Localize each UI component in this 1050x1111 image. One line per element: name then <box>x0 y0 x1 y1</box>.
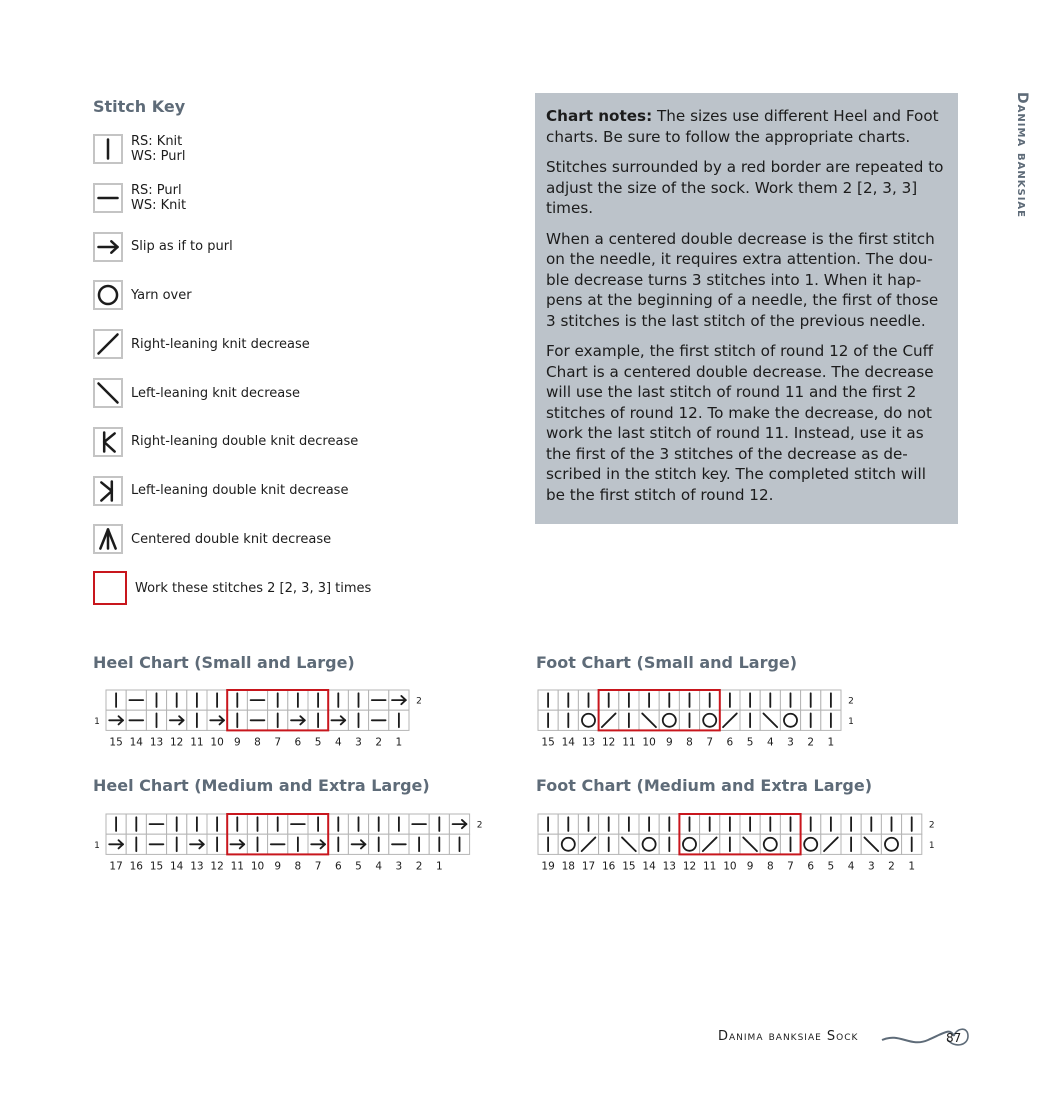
row-number: 1 <box>94 716 100 727</box>
repeat-symbol-icon <box>93 571 127 605</box>
column-number: 1 <box>395 736 403 749</box>
column-number: 7 <box>274 736 282 749</box>
stitch-key-label <box>131 239 233 254</box>
notes-paragraph-2: Stitches surrounded by a red border are repeated to adjust the size of the sock. Work them 2 [2, 3, 3] times. <box>546 158 944 217</box>
chart-svg <box>88 688 428 750</box>
column-number: 13 <box>149 736 164 749</box>
stitch-key-item <box>93 327 310 361</box>
column-number: 6 <box>334 860 342 873</box>
heel-chart-medium-xl <box>88 812 483 878</box>
stitch-key-label <box>131 386 300 401</box>
row-number: 2 <box>848 696 854 707</box>
stitch-key-label <box>135 581 371 596</box>
row-number: 2 <box>416 696 422 707</box>
column-number: 14 <box>129 736 143 749</box>
foot-chart-small-large <box>520 688 860 754</box>
column-number: 9 <box>233 736 241 749</box>
column-number: 12 <box>210 860 224 873</box>
cddec-symbol-icon <box>93 524 123 554</box>
column-number: 16 <box>602 860 616 873</box>
stitch-key-label <box>131 337 310 352</box>
stitch-key-label <box>131 483 348 498</box>
column-number: 10 <box>210 736 224 749</box>
column-number: 7 <box>706 736 714 749</box>
symbol-glyph-icon <box>95 478 121 504</box>
symbol-glyph-icon <box>95 429 121 455</box>
column-number: 14 <box>561 736 575 749</box>
knit-symbol-icon <box>93 134 123 164</box>
yo-symbol-icon <box>93 280 123 310</box>
column-number: 18 <box>561 860 575 873</box>
symbol-glyph-icon <box>95 331 121 357</box>
column-number: 3 <box>867 860 875 873</box>
chart-notes <box>535 93 958 524</box>
column-number: 11 <box>622 736 636 749</box>
column-number: 5 <box>827 860 835 873</box>
stitch-key-label-line: Yarn over <box>131 287 192 303</box>
symbol-glyph-icon <box>95 380 121 406</box>
column-number: 9 <box>274 860 282 873</box>
column-number: 17 <box>581 860 596 873</box>
column-number: 15 <box>109 736 123 749</box>
heel-chart-small-large <box>88 688 428 754</box>
notes-paragraph-1 <box>546 106 948 147</box>
stitch-key-item <box>93 181 186 215</box>
chart-title-foot-ml: Foot Chart (Medium and Extra Large) <box>536 776 873 795</box>
notes-paragraph-4: For example, the first stitch of round 12 of the Cuff Chart is a centered double decrease. The decrease will use the last stitch of round 11 and the first 2 stitches of round 12. To make the decrease, do not work the last stitch of round 11. Instead, use it as the first of the 3 stitches of the decrease as de-scribed in the stitch key. The completed stitch will be the first stitch of round 12. <box>546 342 934 504</box>
stitch-key-label-line: Centered double knit decrease <box>131 531 332 547</box>
column-number: 11 <box>190 736 204 749</box>
column-number: 7 <box>314 860 322 873</box>
stitch-key-item <box>93 278 192 312</box>
column-number: 5 <box>746 736 754 749</box>
ldec-symbol-icon <box>93 378 123 408</box>
symbol-glyph-icon <box>95 234 121 260</box>
stitch-key-item <box>93 425 358 459</box>
column-number: 8 <box>294 860 302 873</box>
column-number: 2 <box>415 860 423 873</box>
column-number: 13 <box>581 736 596 749</box>
symbol-glyph-icon <box>95 282 121 308</box>
column-number: 2 <box>888 860 895 873</box>
chart-title-foot-sl: Foot Chart (Small and Large) <box>536 653 798 672</box>
stitch-key-label <box>131 134 185 164</box>
rdec-symbol-icon <box>93 329 123 359</box>
column-number: 6 <box>807 860 815 873</box>
notes-text-1: The sizes use different Heel and Foot charts. Be sure to follow the appropriate charts. <box>546 107 939 146</box>
page-number: 87 <box>946 1031 962 1045</box>
column-number: 19 <box>541 860 555 873</box>
stitch-key-label-line: Right-leaning knit decrease <box>131 336 310 352</box>
stitch-key-label-line: WS: Knit <box>131 197 187 213</box>
stitch-key-label-line: Slip as if to purl <box>131 239 233 255</box>
column-number: 11 <box>703 860 717 873</box>
stitch-key-label <box>131 183 186 213</box>
column-number: 16 <box>129 860 143 873</box>
row-number: 1 <box>928 840 935 851</box>
column-number: 10 <box>250 860 265 873</box>
stitch-key-label-line: Work these stitches 2 [2, 3, 3] times <box>135 580 372 596</box>
notes-paragraph-3: When a centered double decrease is the first stitch on the needle, it requires extra attention. The dou-ble decrease turns 3 stitches into 1. When it hap-pens at the beginning of a needle, the first of those 3 stitches is the last stitch of the previous needle. <box>546 229 939 330</box>
column-number: 12 <box>602 736 616 749</box>
column-number: 14 <box>642 860 656 873</box>
stitch-key-item <box>93 230 233 264</box>
chart-title-heel-sl: Heel Chart (Small and Large) <box>93 653 355 672</box>
column-number: 8 <box>686 736 693 749</box>
column-number: 15 <box>622 860 636 873</box>
column-number: 10 <box>723 860 737 873</box>
slip-symbol-icon <box>93 232 123 262</box>
stitch-key-label-line: RS: Purl <box>131 182 182 198</box>
column-number: 9 <box>665 736 673 749</box>
column-number: 10 <box>642 736 656 749</box>
stitch-key-label-line: WS: Purl <box>131 149 186 164</box>
column-number: 8 <box>254 736 261 749</box>
column-number: 5 <box>355 860 362 873</box>
column-number: 4 <box>766 736 774 749</box>
column-number: 13 <box>190 860 204 873</box>
column-number: 1 <box>908 860 916 873</box>
foot-chart-medium-xl <box>520 812 950 878</box>
stitch-key-item <box>93 376 300 410</box>
running-title: Danima banksiae <box>1014 92 1030 218</box>
column-number: 13 <box>662 860 676 873</box>
stitch-key-label-line: Left-leaning knit decrease <box>131 385 300 401</box>
chart-svg <box>520 812 950 874</box>
column-number: 11 <box>230 860 244 873</box>
stitch-key-title: Stitch Key <box>93 97 186 116</box>
stitch-key-item <box>93 474 348 508</box>
stitch-key-label-line: Left-leaning double knit decrease <box>131 483 349 499</box>
column-number: 15 <box>149 860 164 873</box>
notes-heading: Chart notes: <box>546 107 653 125</box>
row-number: 2 <box>476 820 483 831</box>
stitch-key-label <box>131 532 331 547</box>
column-number: 4 <box>847 860 855 873</box>
column-number: 12 <box>170 736 184 749</box>
lddec-symbol-icon <box>93 476 123 506</box>
row-number: 2 <box>928 820 935 831</box>
column-number: 8 <box>766 860 774 873</box>
column-number: 4 <box>375 860 383 873</box>
column-number: 14 <box>170 860 184 873</box>
stitch-key-label-line: RS: Knit <box>131 134 183 149</box>
column-number: 17 <box>109 860 123 873</box>
stitch-key-label-line: Right-leaning double knit decrease <box>131 434 359 450</box>
column-number: 1 <box>435 860 443 873</box>
symbol-glyph-icon <box>95 185 121 211</box>
column-number: 3 <box>787 736 794 749</box>
column-number: 4 <box>334 736 342 749</box>
footer-title: Danima banksiae Sock <box>718 1029 859 1044</box>
column-number: 2 <box>807 736 815 749</box>
rddec-symbol-icon <box>93 427 123 457</box>
column-number: 3 <box>355 736 362 749</box>
column-number: 15 <box>541 736 555 749</box>
row-number: 1 <box>94 840 100 851</box>
column-number: 6 <box>294 736 302 749</box>
stitch-key-item <box>93 132 185 166</box>
row-number: 1 <box>848 716 854 727</box>
chart-svg <box>520 688 860 750</box>
chart-svg <box>88 812 483 874</box>
stitch-key-label <box>131 434 358 449</box>
stitch-key-item <box>93 522 331 556</box>
column-number: 7 <box>787 860 794 873</box>
column-number: 3 <box>395 860 403 873</box>
stitch-key-item <box>93 571 371 605</box>
column-number: 2 <box>375 736 383 749</box>
purl-symbol-icon <box>93 183 123 213</box>
column-number: 12 <box>682 860 697 873</box>
chart-title-heel-ml: Heel Chart (Medium and Extra Large) <box>93 776 430 795</box>
column-number: 1 <box>827 736 835 749</box>
stitch-key-label <box>131 288 192 303</box>
column-number: 9 <box>746 860 754 873</box>
column-number: 5 <box>314 736 322 749</box>
symbol-glyph-icon <box>95 526 121 552</box>
column-number: 6 <box>726 736 734 749</box>
symbol-glyph-icon <box>95 136 121 162</box>
